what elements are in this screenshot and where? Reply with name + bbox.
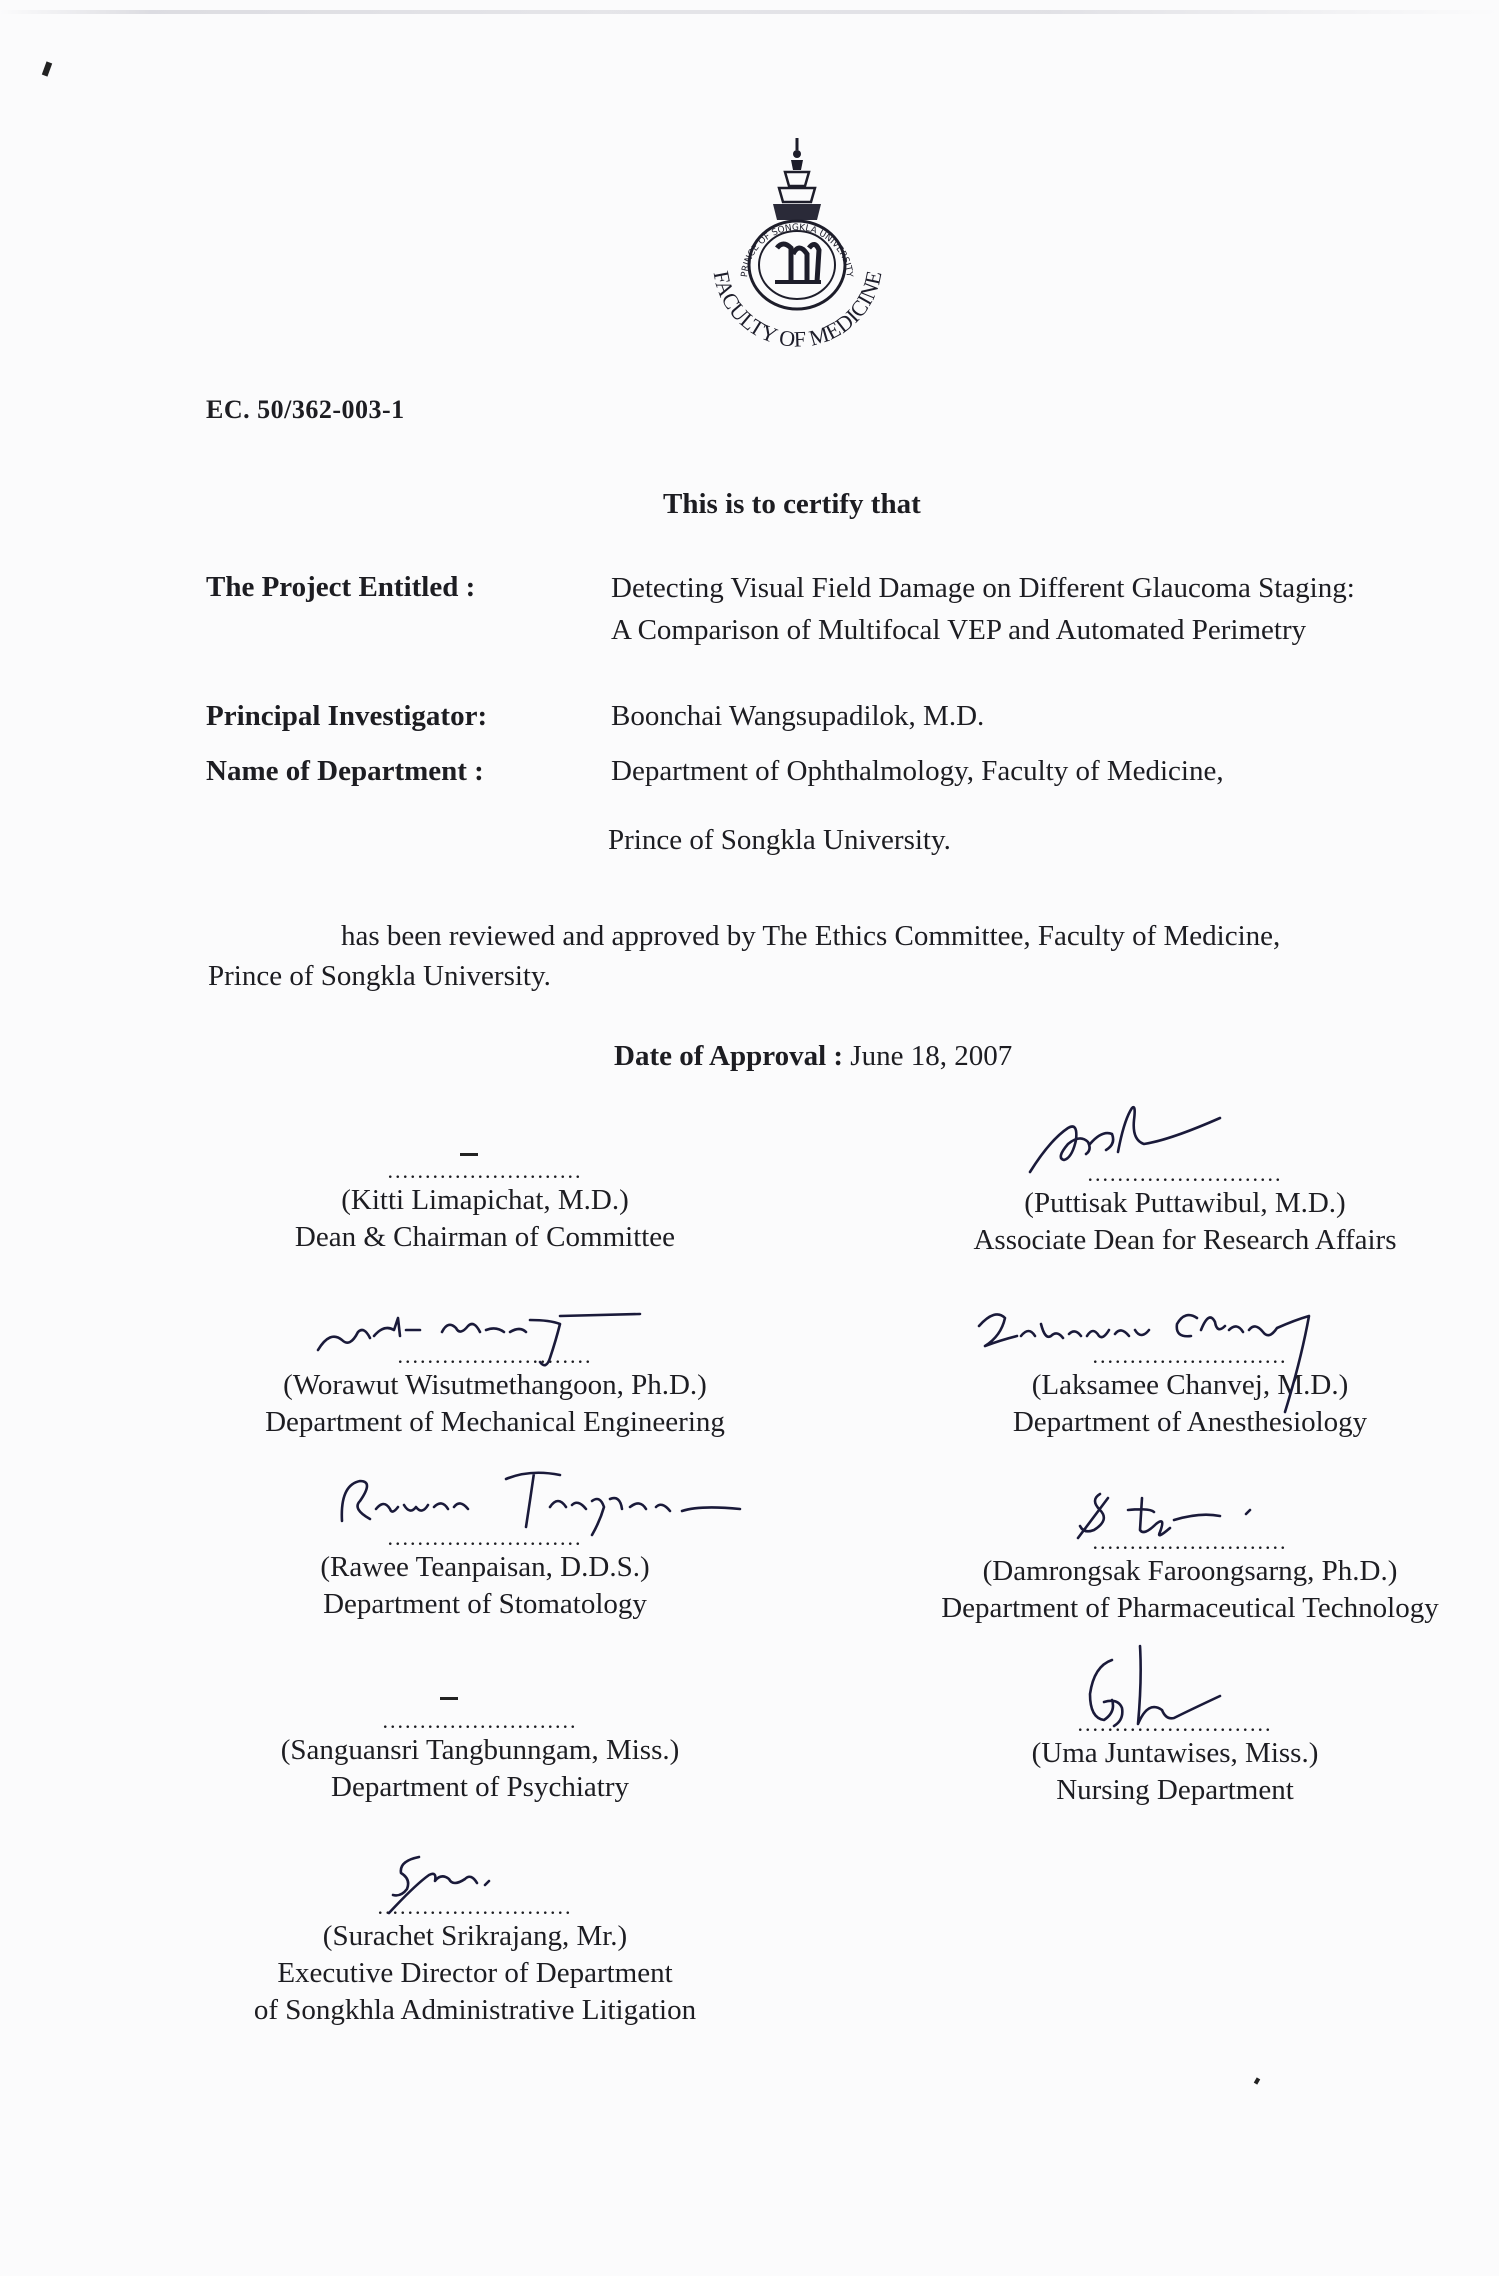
signature-line: .......................... (397, 1343, 593, 1368)
signatory-title: Dean & Chairman of Committee (294, 1221, 676, 1253)
scan-edge-shadow (0, 10, 1499, 14)
signatory-title: Nursing Department (1056, 1774, 1294, 1806)
pi-label: Principal Investigator: (206, 700, 488, 732)
signature-surachet (375, 1845, 545, 1925)
signatory-title: Department of Mechanical Engineering (265, 1406, 725, 1438)
signatory-name: (Laksamee Chanvej, M.D.) (1031, 1369, 1349, 1401)
signatory-name: (Damrongsak Faroongsarng, Ph.D.) (982, 1555, 1398, 1587)
signatory-name: (Uma Juntawises, Miss.) (1031, 1737, 1319, 1769)
signatory-name: (Worawut Wisutmethangoon, Ph.D.) (283, 1369, 707, 1401)
signature-line: .......................... (1092, 1529, 1288, 1554)
signature-mark (460, 1153, 478, 1156)
project-label: The Project Entitled : (206, 571, 476, 603)
signature-damrongsak (1070, 1480, 1290, 1550)
certify-heading: This is to certify that (663, 488, 921, 520)
department-line2: Prince of Songkla University. (608, 824, 951, 856)
approval-date-value: June 18, 2007 (850, 1040, 1013, 1072)
approval-date (614, 1040, 1012, 1073)
signature-uma (1070, 1640, 1240, 1740)
scan-speck (1254, 2077, 1260, 2084)
scan-speck (42, 61, 52, 76)
approval-date-label: Date of Approval : (614, 1040, 844, 1072)
signature-mark (440, 1697, 458, 1700)
signature-worawut (310, 1300, 650, 1380)
signatory-title: Associate Dean for Research Affairs (973, 1224, 1397, 1256)
signature-puttisak (1020, 1100, 1260, 1180)
svg-text:FACULTY OF MEDICINE: FACULTY OF MEDICINE (708, 268, 887, 352)
signatory-title: Executive Director of Department (277, 1957, 673, 1989)
ethics-reference-number: EC. 50/362-003-1 (206, 395, 405, 424)
signature-line: .......................... (1077, 1711, 1273, 1736)
signatory-name: (Puttisak Puttawibul, M.D.) (1024, 1187, 1346, 1219)
signature-line: .......................... (1087, 1161, 1283, 1186)
signatory-title-continued: of Songkhla Administrative Litigation (253, 1994, 697, 2026)
signature-line: .......................... (377, 1894, 573, 1919)
signatory-name: (Rawee Teanpaisan, D.D.S.) (320, 1551, 650, 1583)
approval-statement-line1: has been reviewed and approved by The Ethics Committee, Faculty of Medicine, (341, 920, 1281, 952)
signature-line: .......................... (387, 1525, 583, 1550)
signatory-title: Department of Stomatology (323, 1588, 647, 1620)
signature-line: .......................... (387, 1158, 583, 1183)
signatory-name: (Sanguansri Tangbunngam, Miss.) (280, 1734, 680, 1766)
signatory-name: (Kitti Limapichat, M.D.) (341, 1184, 629, 1216)
svg-text:PRINCE OF SONGKLA UNIVERSITY: PRINCE OF SONGKLA UNIVERSITY (740, 222, 854, 278)
project-title-line1: Detecting Visual Field Damage on Different Glaucoma Staging: (611, 572, 1355, 604)
faculty-seal-logo (695, 130, 900, 395)
signatory-name: (Surachet Srikrajang, Mr.) (322, 1920, 628, 1952)
approval-statement-line2: Prince of Songkla University. (208, 960, 551, 992)
signatory-title: Department of Pharmaceutical Technology (941, 1592, 1439, 1624)
signatory-block (235, 1160, 735, 1256)
signatory-title: Department of Anesthesiology (1012, 1406, 1368, 1438)
signatory-block (230, 1710, 730, 1806)
signature-line: .......................... (1092, 1343, 1288, 1368)
department-label: Name of Department : (206, 755, 484, 787)
signature-laksamee (965, 1300, 1415, 1450)
signature-line: .......................... (382, 1708, 578, 1733)
pi-value: Boonchai Wangsupadilok, M.D. (611, 700, 985, 732)
signature-rawee (330, 1465, 750, 1555)
project-title-line2: A Comparison of Multifocal VEP and Automated Perimetry (611, 614, 1307, 646)
signatory-title: Department of Psychiatry (331, 1771, 629, 1803)
department-line1: Department of Ophthalmology, Faculty of Medicine, (611, 755, 1224, 787)
